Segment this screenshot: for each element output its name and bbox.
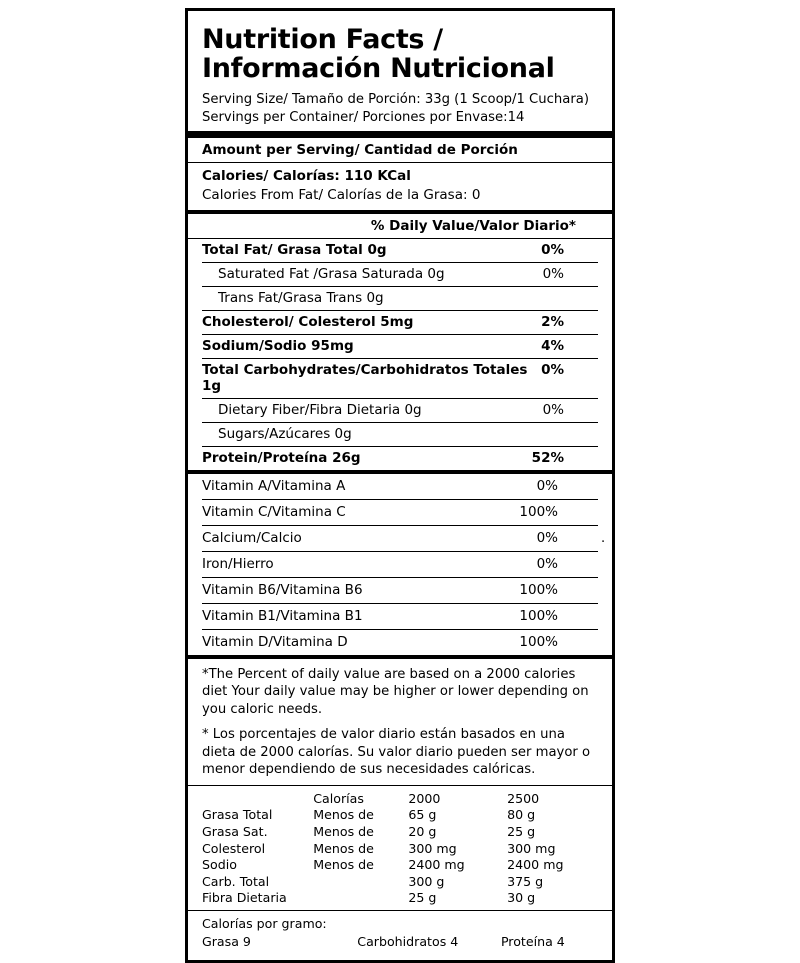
vitamin-name: Vitamin B6/Vitamina B6: [202, 582, 363, 599]
nutrient-row: [202, 399, 598, 422]
title-line-spanish: Información Nutricional: [202, 53, 555, 85]
dv-table-header-cell: 2000: [408, 790, 441, 806]
vitamin-name: Vitamin A/Vitamina A: [202, 478, 346, 495]
vitamin-name: Vitamin C/Vitamina C: [202, 504, 346, 521]
dv-table-row: [202, 840, 606, 857]
divider-before-dv-table: [188, 785, 612, 786]
vitamin-name: Vitamin B1/Vitamina B1: [202, 608, 363, 625]
calories-from-fat: Calories From Fat/ Calorías de la Grasa: 0: [202, 187, 481, 204]
vitamin-daily-value: 100%: [519, 582, 558, 599]
serving-info: [188, 85, 612, 131]
dv-table-cell: 25 g: [408, 890, 437, 906]
vitamin-daily-value: 100%: [519, 634, 558, 651]
cal-per-gram-carbs: Carbohidratos 4: [357, 934, 459, 950]
footnote-spanish: * Los porcentajes de valor diario están basados en una dieta de 2000 calorías. Su valor diario pueden ser mayor o menor dependiendo de sus necesidades calóricas.: [202, 727, 591, 778]
servings-per-container: Servings per Container/ Porciones por Envase:14: [202, 109, 525, 125]
dv-table-cell: Grasa Total: [202, 807, 273, 823]
nutrient-daily-value: 2%: [541, 314, 564, 331]
nutrient-row: [202, 263, 598, 286]
vitamin-row: [202, 552, 598, 577]
calories-per-gram: [188, 911, 612, 960]
dv-table-cell: Menos de: [313, 857, 374, 873]
nutrient-list: [188, 239, 612, 470]
daily-value-header: % Daily Value/Valor Diario*: [370, 217, 576, 234]
vitamin-name: Vitamin D/Vitamina D: [202, 634, 348, 651]
nutrition-facts-panel: [185, 8, 615, 963]
dv-table-cell: Menos de: [313, 840, 374, 856]
dv-table-row: [202, 823, 606, 840]
nutrient-row: [202, 311, 598, 334]
nutrient-daily-value: 0%: [542, 402, 564, 419]
vitamin-daily-value: 100%: [519, 504, 558, 521]
vitamin-daily-value: 0%: [536, 530, 558, 547]
dv-table-cell: 65 g: [408, 807, 437, 823]
cal-per-gram-protein: Proteína 4: [500, 934, 565, 950]
nutrient-row: [202, 287, 598, 310]
vitamin-daily-value: 0%: [536, 478, 558, 495]
dv-table-header-cell: Calorías: [313, 790, 364, 806]
nutrient-name: Total Fat/ Grasa Total 0g: [202, 242, 387, 259]
vitamin-daily-value: 100%: [519, 608, 558, 625]
nutrient-name: Protein/Proteína 26g: [202, 450, 361, 467]
nutrient-name: Dietary Fiber/Fibra Dietaria 0g: [218, 402, 422, 419]
dv-table-cell: Menos de: [313, 823, 374, 839]
dv-table-cell: 80 g: [507, 807, 536, 823]
nutrient-name: Total Carbohydrates/Carbohidratos Totales 1g: [202, 362, 528, 395]
nutrient-row: [202, 335, 598, 358]
dv-table-cell: 25 g: [507, 823, 536, 839]
vitamin-daily-value: 0%: [536, 556, 558, 573]
nutrient-name: Sodium/Sodio 95mg: [202, 338, 354, 355]
dv-table-row: [202, 856, 606, 873]
stray-mark: .: [601, 531, 606, 546]
nutrient-name: Trans Fat/Grasa Trans 0g: [218, 290, 384, 307]
dv-table-cell: Sodio: [202, 857, 237, 873]
nutrient-daily-value: 0%: [541, 362, 564, 379]
dv-table-header-cell: 2500: [507, 790, 540, 806]
dv-table-cell: [313, 890, 408, 907]
vitamin-name: Iron/Hierro: [202, 556, 274, 573]
title-line-english: Nutrition Facts /: [202, 24, 443, 55]
footnotes: [188, 659, 612, 785]
vitamin-row: [202, 630, 598, 655]
dv-table-cell: 2400 mg: [408, 857, 465, 873]
dv-table-header-cell: [202, 790, 313, 807]
nutrient-row: [202, 447, 598, 470]
nutrient-row: [202, 423, 598, 446]
dv-table-cell: Carb. Total: [202, 873, 270, 889]
vitamin-row: [202, 578, 598, 603]
vitamin-row: [202, 604, 598, 629]
nutrient-daily-value: 0%: [542, 266, 564, 283]
dv-table-cell: 2400 mg: [507, 857, 564, 873]
dv-table-cell: [313, 873, 408, 890]
footnote-english: *The Percent of daily value are based on a 2000 calories diet Your daily value may be higher or lower depending on you caloric needs.: [202, 666, 589, 717]
vitamin-name: Calcium/Calcio: [202, 530, 302, 547]
vitamin-row: [202, 474, 598, 499]
dv-table-cell: 300 mg: [507, 840, 556, 856]
nutrient-daily-value: 52%: [531, 450, 564, 467]
dv-table-cell: 300 g: [408, 873, 445, 889]
serving-size: Serving Size/ Tamaño de Porción: 33g (1 Scoop/1 Cuchara): [202, 92, 589, 108]
nutrient-name: Cholesterol/ Colesterol 5mg: [202, 314, 414, 331]
dv-table-cell: Grasa Sat.: [202, 823, 268, 839]
dv-table-cell: 30 g: [507, 890, 536, 906]
dv-table-row: [202, 890, 606, 907]
dv-table-cell: Fibra Dietaria: [202, 890, 287, 906]
amount-per-serving: Amount per Serving/ Cantidad de Porción: [202, 142, 518, 159]
dv-table-cell: 300 mg: [408, 840, 457, 856]
dv-table-cell: Menos de: [313, 807, 374, 823]
dv-table-row: [202, 873, 606, 890]
daily-value-table: [202, 790, 606, 906]
vitamin-row: [202, 526, 598, 551]
cal-per-gram-fat: Grasa 9: [202, 934, 251, 950]
nutrient-row: [202, 359, 598, 398]
nutrient-daily-value: 0%: [541, 242, 564, 259]
calories-per-gram-row: [202, 933, 598, 951]
dv-table-header-row: [202, 790, 606, 807]
panel-title: [188, 11, 612, 85]
nutrient-daily-value: 4%: [541, 338, 564, 355]
vitamin-list: [188, 474, 612, 655]
dv-table-cell: Colesterol: [202, 840, 266, 856]
dv-table-cell: 20 g: [408, 823, 437, 839]
nutrient-row: [202, 239, 598, 262]
dv-table-row: [202, 807, 606, 824]
divider-thick-top: [188, 131, 612, 138]
dv-table-cell: 375 g: [507, 873, 544, 889]
nutrient-name: Saturated Fat /Grasa Saturada 0g: [218, 266, 445, 283]
calories-per-gram-label: Calorías por gramo:: [202, 916, 327, 932]
vitamin-row: [202, 500, 598, 525]
nutrient-name: Sugars/Azúcares 0g: [218, 426, 352, 443]
calories-block: [188, 163, 612, 209]
calories-value: Calories/ Calorías: 110 KCal: [202, 168, 411, 185]
